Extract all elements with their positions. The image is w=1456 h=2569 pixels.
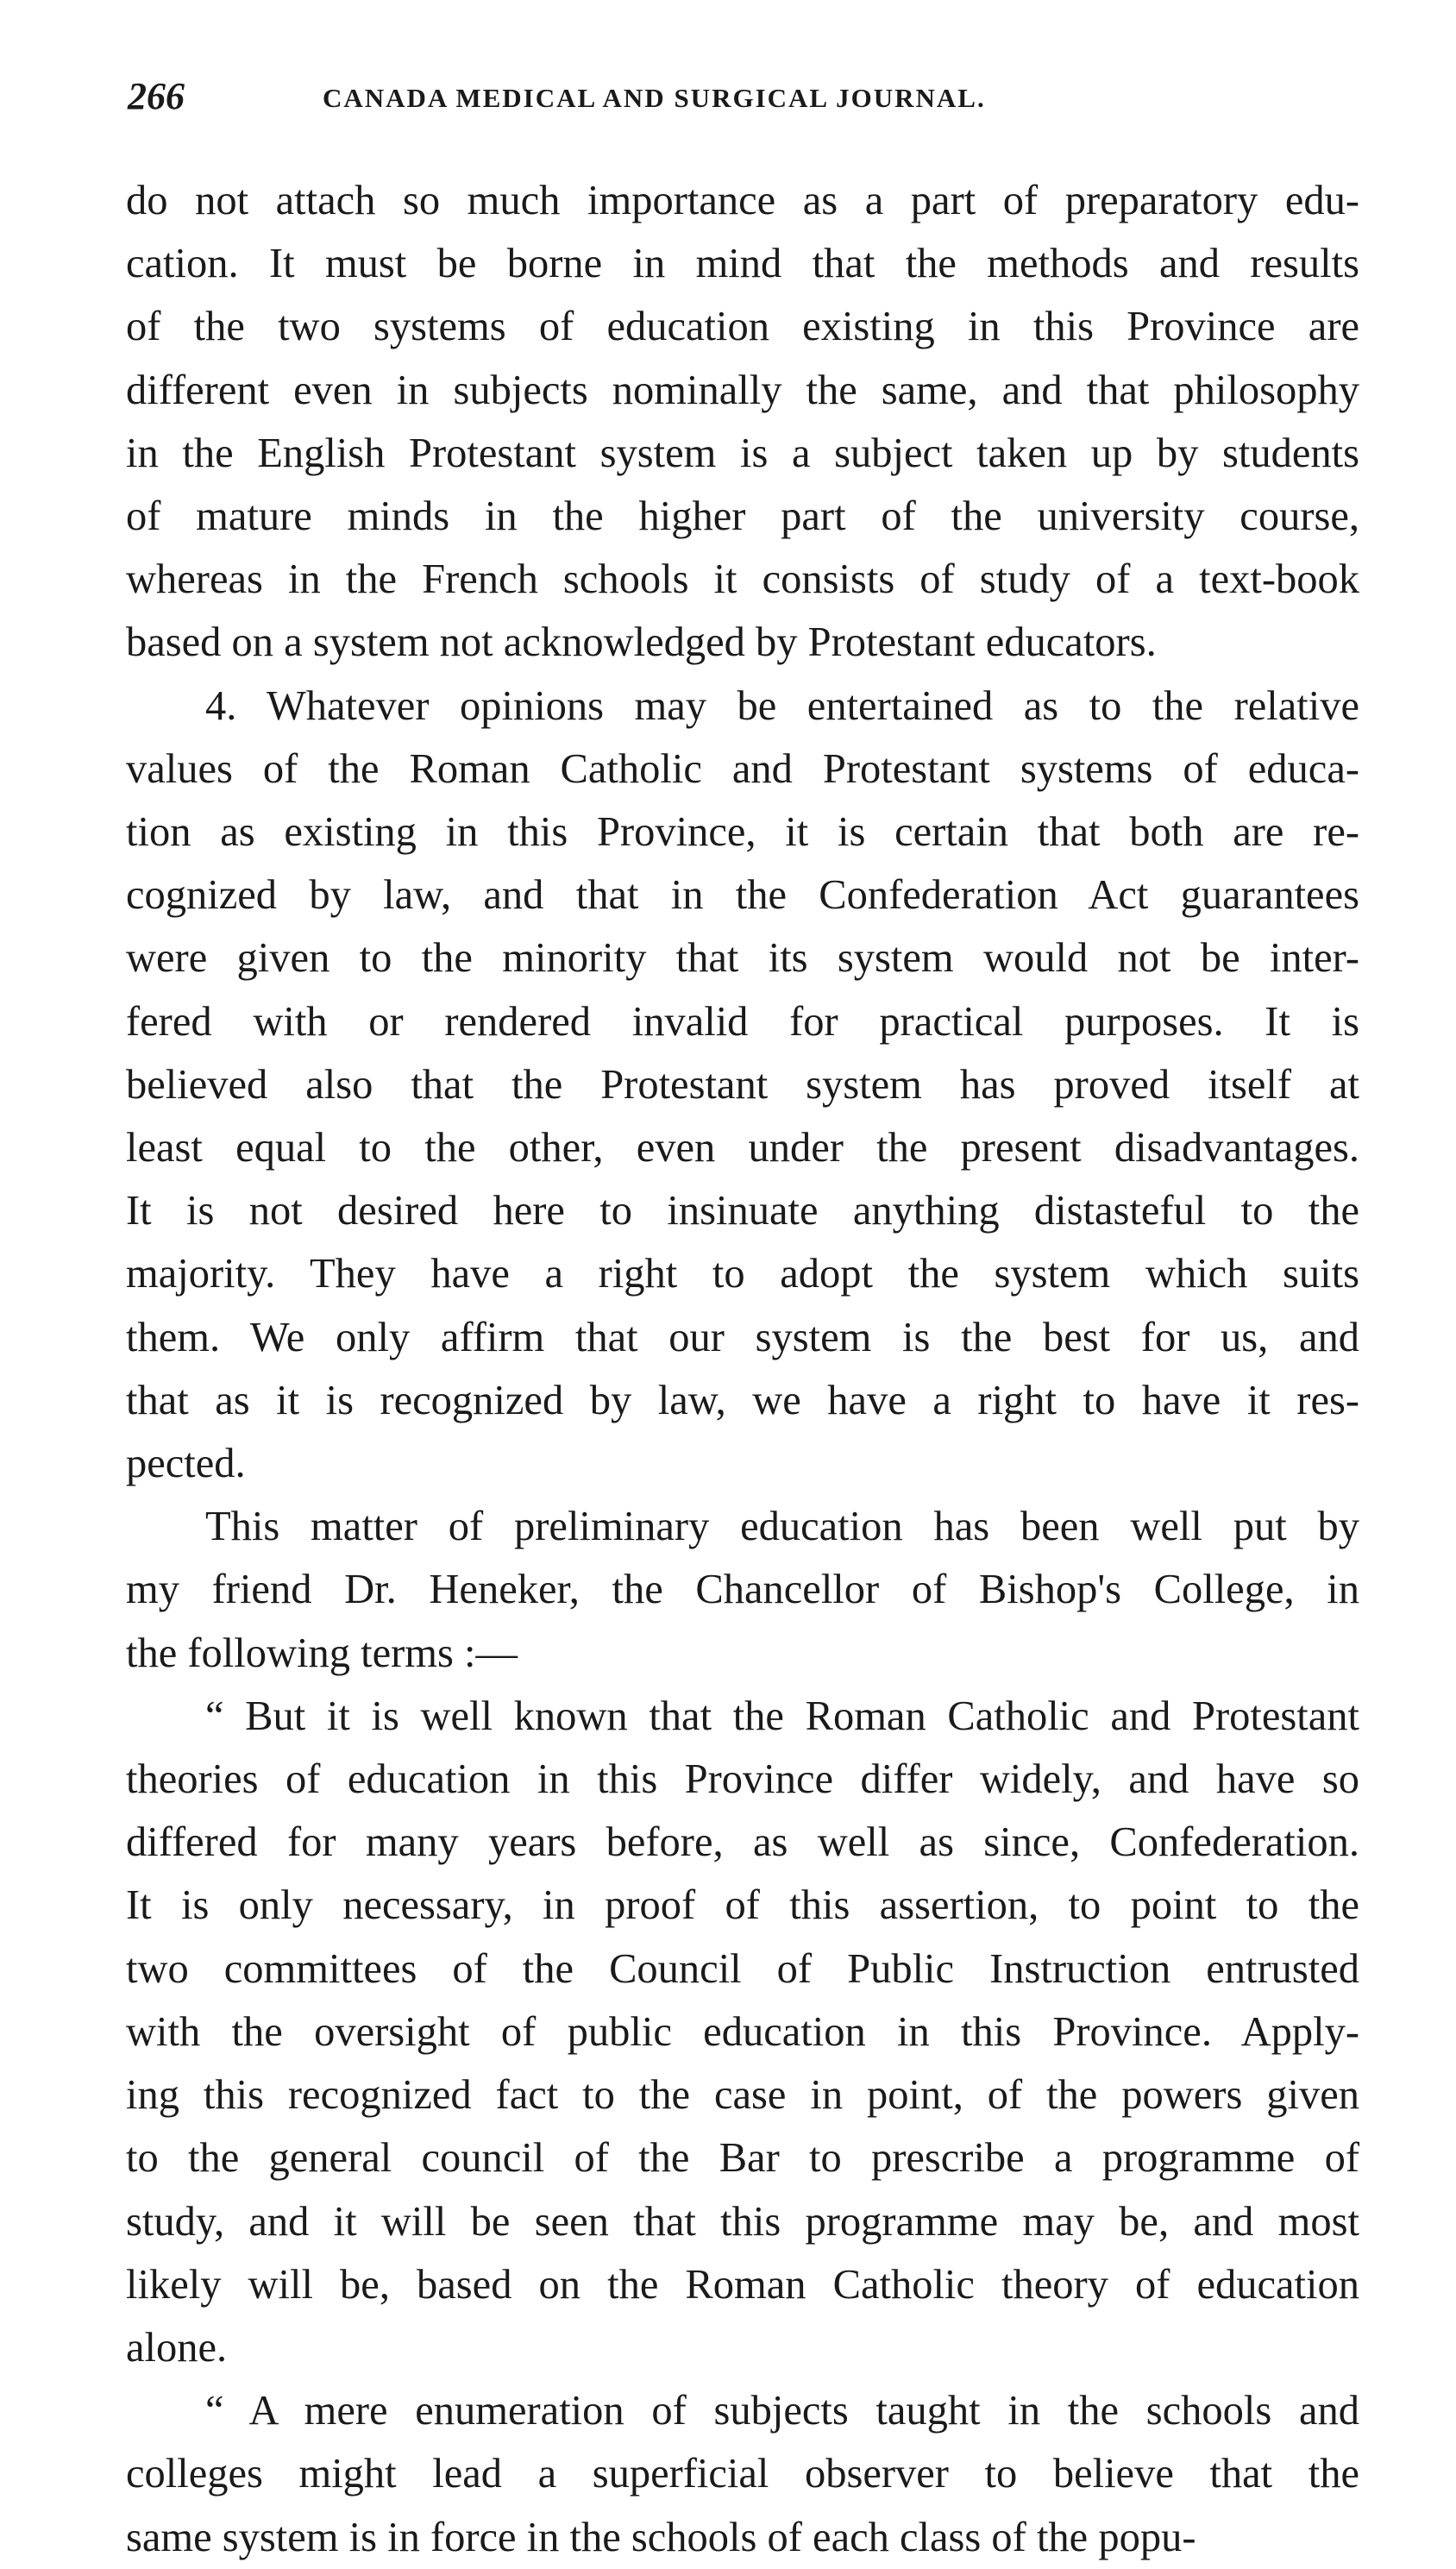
- text-line: “ But it is well known that the Roman Catholic and Protestant: [205, 1693, 1359, 1739]
- text-line: of the two systems of education existing in this Province are: [126, 304, 1359, 350]
- journal-title: CANADA MEDICAL AND SURGICAL JOURNAL.: [323, 83, 986, 113]
- text-line: to the general council of the Bar to prescribe a programme of: [126, 2135, 1359, 2182]
- text-line: “ A mere enumeration of subjects taught in the schools and: [205, 2388, 1359, 2434]
- text-line: likely will be, based on the Roman Catholic theory of education: [126, 2261, 1359, 2308]
- text-line: tion as existing in this Province, it is certain that both are re-: [126, 809, 1359, 856]
- text-line: my friend Dr. Heneker, the Chancellor of Bishop's College, in: [126, 1567, 1359, 1613]
- text-line: two committees of the Council of Public Instruction entrusted: [126, 1945, 1359, 1992]
- text-line: cognized by law, and that in the Confederation Act guarantees: [126, 872, 1359, 919]
- text-line: were given to the minority that its system would not be inter-: [126, 935, 1359, 982]
- text-line: 4. Whatever opinions may be entertained as to the relative: [205, 682, 1359, 729]
- text-line: fered with or rendered invalid for practical purposes. It is: [126, 998, 1359, 1045]
- running-header: [128, 74, 1344, 126]
- paragraph: [126, 2379, 1359, 2569]
- text-line: colleges might lead a superficial observer to believe that the: [126, 2451, 1359, 2497]
- text-line: different even in subjects nominally the same, and that philosophy: [126, 367, 1359, 413]
- text-line: It is only necessary, in proof of this assertion, to point to the: [126, 1882, 1359, 1929]
- text-line: least equal to the other, even under the present disadvantages.: [126, 1125, 1359, 1171]
- text-line: with the oversight of public education in this Province. Apply-: [126, 2008, 1359, 2055]
- text-line: them. We only affirm that our system is the best for us, and: [126, 1314, 1359, 1360]
- text-line: cation. It must be borne in mind that the methods and results: [126, 241, 1359, 287]
- text-line: based on a system not acknowledged by Protestant educators.: [126, 619, 1157, 666]
- paragraph: [126, 675, 1359, 1496]
- text-line: do not attach so much importance as a part of preparatory edu-: [126, 178, 1359, 223]
- text-line: majority. They have a right to adopt the system which suits: [126, 1251, 1359, 1297]
- paragraph: [126, 1495, 1359, 1685]
- text-line: study, and it will be seen that this programme may be, and most: [126, 2198, 1359, 2245]
- text-line: the following terms :—: [126, 1630, 518, 1676]
- paragraph: [126, 169, 1359, 675]
- text-line: differed for many years before, as well as since, Confederation.: [126, 1819, 1359, 1866]
- text-line: ing this recognized fact to the case in point, of the powers given: [126, 2072, 1359, 2119]
- text-line: that as it is recognized by law, we have a right to have it res-: [126, 1377, 1359, 1423]
- text-line: values of the Roman Catholic and Protestant systems of educa-: [126, 745, 1359, 792]
- text-line: same system is in force in the schools of each class of the popu-: [126, 2514, 1196, 2560]
- text-line: This matter of preliminary education has been well put by: [205, 1504, 1359, 1550]
- text-line: It is not desired here to insinuate anything distasteful to the: [126, 1188, 1359, 1234]
- text-line: of mature minds in the higher part of the university course,: [126, 493, 1359, 540]
- text-line: alone.: [126, 2324, 228, 2371]
- body-text: [126, 169, 1359, 2569]
- text-line: theories of education in this Province differ widely, and have so: [126, 1756, 1359, 1803]
- paragraph: [126, 1685, 1359, 2379]
- text-line: pected.: [126, 1441, 246, 1487]
- text-line: whereas in the French schools it consists of study of a text-book: [126, 556, 1359, 603]
- text-line: in the English Protestant system is a subject taken up by students: [126, 430, 1359, 476]
- page-number: 266: [128, 75, 185, 117]
- text-line: believed also that the Protestant system has proved itself at: [126, 1061, 1359, 1108]
